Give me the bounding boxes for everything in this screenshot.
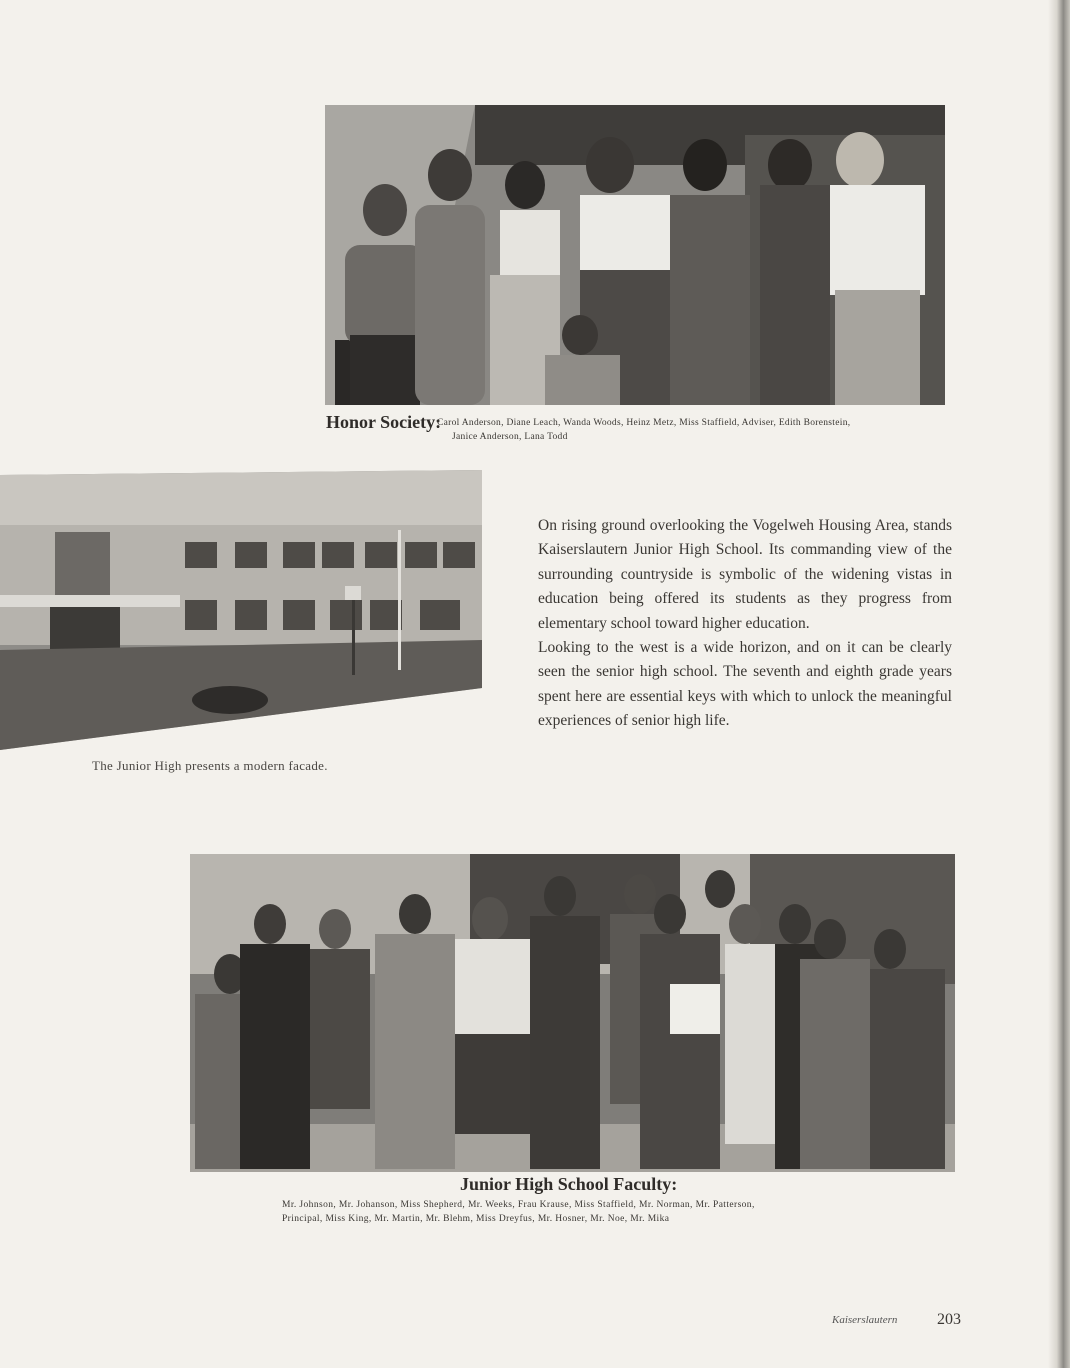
intro-paragraph-1: On rising ground overlooking the Vogelweh Housing Area, stands Kaiserslautern Junior High School. Its commanding view of the surrounding countryside is symbolic of the widening vistas in education being offered its students as they progress from elementary school toward higher education. xyxy=(538,517,952,632)
honor-society-photo xyxy=(325,105,945,405)
faculty-title: Junior High School Faculty: xyxy=(460,1174,678,1194)
footer-label: Kaiserslautern xyxy=(832,1314,898,1326)
page-binding-edge xyxy=(1048,0,1070,1368)
building-photo-caption: The Junior High presents a modern facade. xyxy=(92,758,328,773)
faculty-photo xyxy=(190,854,955,1172)
honor-society-names-line2: Janice Anderson, Lana Todd xyxy=(452,432,568,442)
faculty-names-line1: Mr. Johnson, Mr. Johanson, Miss Shepherd, Mr. Weeks, Frau Krause, Miss Staffield, Mr. Norman, Mr. Patterson, xyxy=(282,1200,755,1210)
intro-paragraph-2: Looking to the west is a wide horizon, and on it can be clearly seen the senior high school. The seventh and eighth grade years spent here are essential keys with which to unlock the meaningful experiences of senior high life. xyxy=(538,639,952,730)
faculty-names-line2: Principal, Miss King, Mr. Martin, Mr. Blehm, Miss Dreyfus, Mr. Hosner, Mr. Noe, Mr. Mika xyxy=(282,1214,670,1224)
junior-high-building-photo xyxy=(0,470,482,752)
page-number: 203 xyxy=(937,1311,961,1328)
honor-society-title: Honor Society: xyxy=(326,412,442,432)
honor-society-names-line1: Carol Anderson, Diane Leach, Wanda Woods, Heinz Metz, Miss Staffield, Adviser, Edith Borenstein, xyxy=(437,418,851,428)
faculty-names xyxy=(282,1198,872,1226)
intro-text-block xyxy=(538,514,952,734)
